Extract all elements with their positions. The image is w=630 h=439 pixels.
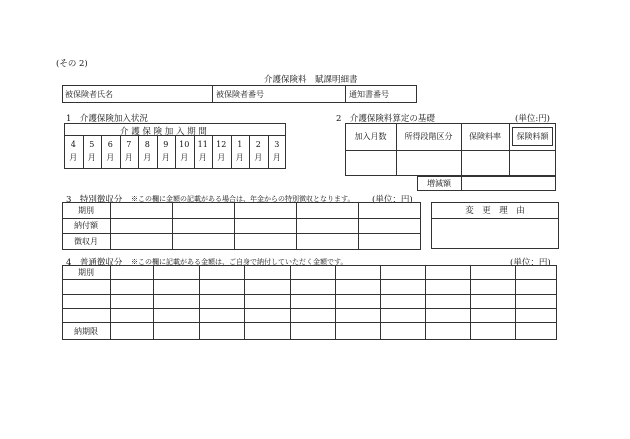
- month-number: 4: [70, 140, 76, 149]
- month-cell: [212, 138, 231, 164]
- month-number: 7: [126, 140, 132, 149]
- ordinary-collection-table: [62, 265, 557, 340]
- section3-note: ※この欄に金額の記載がある場合は、年金からの特別徴収となります。: [131, 195, 355, 203]
- month-unit: 月: [161, 153, 170, 162]
- section3-unit: (単位：円): [372, 195, 413, 205]
- section3-heading: 3 特別徴収分: [66, 195, 123, 205]
- section4-note: ※この欄に記載がある金額は、ご自身で納付していただく金額です。: [131, 258, 348, 266]
- section1-heading: 1 介護保険加入状況: [66, 114, 148, 124]
- section3-row-collection-month: 徴収月: [74, 237, 98, 246]
- month-number: 10: [179, 140, 190, 149]
- enrollment-period-header: 介 護 保 険 加 入 期 間: [120, 127, 207, 137]
- premium-rate-header: 保険料率: [469, 132, 501, 141]
- month-number: 2: [255, 140, 261, 149]
- special-collection-table: [62, 202, 421, 250]
- month-cell: [83, 138, 102, 164]
- month-unit: 月: [87, 153, 96, 162]
- month-cell: [120, 138, 139, 164]
- month-cell: [138, 138, 157, 164]
- section3-row-period: 期別: [78, 205, 94, 215]
- month-cell: [249, 138, 268, 164]
- section2-heading: 2 介護保険料算定の基礎: [336, 114, 435, 124]
- form-title: 介護保険料 賦課明細書: [264, 75, 358, 85]
- month-unit: 月: [124, 153, 133, 162]
- insured-name-label: 被保険者氏名: [65, 90, 113, 99]
- month-number: 9: [163, 140, 169, 149]
- enrollment-months-header: 加入月数: [354, 132, 387, 141]
- month-unit: 月: [235, 153, 244, 162]
- month-unit: 月: [180, 153, 189, 162]
- month-unit: 月: [69, 153, 78, 162]
- month-cell: [175, 138, 194, 164]
- month-number: 3: [274, 140, 280, 149]
- month-cell: [64, 138, 83, 164]
- month-number: 11: [197, 140, 208, 149]
- section4-heading: 4 普通徴収分: [66, 258, 123, 268]
- month-number: 8: [144, 140, 150, 149]
- month-cell: [231, 138, 250, 164]
- month-number: 5: [89, 140, 95, 149]
- section3-row-paid-amount: 納付額: [74, 221, 98, 230]
- month-unit: 月: [217, 153, 226, 162]
- premium-amount-header: 保険料額: [516, 132, 549, 141]
- month-cell: [268, 138, 287, 164]
- increase-decrease-label: 増減額: [427, 179, 451, 188]
- page-marker: (その 2): [56, 59, 88, 69]
- month-number: 1: [237, 140, 243, 149]
- section4-unit: (単位：円): [510, 258, 551, 268]
- month-unit: 月: [254, 153, 263, 162]
- notice-number-label: 通知書番号: [349, 90, 389, 99]
- month-cell: [101, 138, 120, 164]
- month-unit: 月: [143, 153, 152, 162]
- month-number: 6: [107, 140, 113, 149]
- section4-row-period: 期別: [78, 267, 94, 277]
- month-unit: 月: [106, 153, 115, 162]
- month-unit: 月: [272, 153, 281, 162]
- insured-number-label: 被保険者番号: [216, 90, 264, 99]
- section4-row-due-date: 納期限: [74, 326, 98, 336]
- month-unit: 月: [198, 153, 207, 162]
- section2-unit: (単位:円): [515, 114, 550, 124]
- month-cell: [194, 138, 213, 164]
- income-bracket-header: 所得段階区分: [404, 132, 453, 141]
- change-reason-header: 変 更 理 由: [465, 206, 525, 216]
- month-cell: [157, 138, 176, 164]
- month-number: 12: [216, 140, 227, 149]
